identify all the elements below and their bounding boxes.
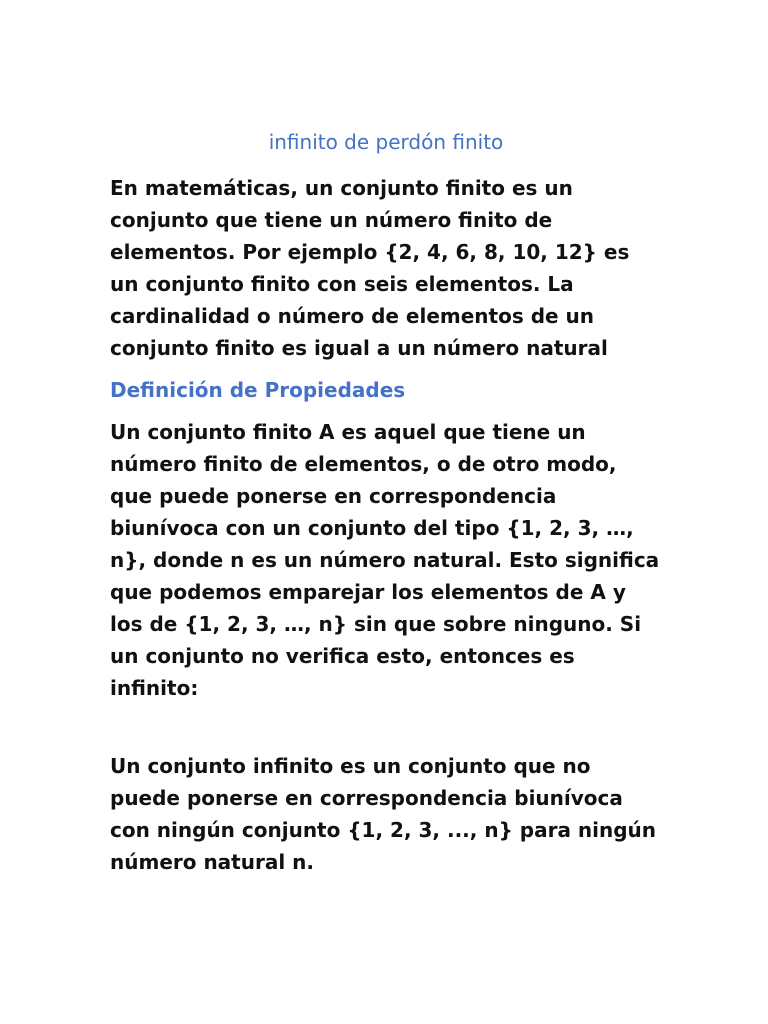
infinite-set-paragraph: Un conjunto infinito es un conjunto que no puede ponerse en correspondencia biunívoca con ningún conjunto {1, 2, 3, ..., n} para ningún número natural n. bbox=[110, 754, 657, 874]
intro-paragraph: En matemáticas, un conjunto finito es un conjunto que tiene un número finito de elementos. Por ejemplo {2, 4, 6, 8, 10, 12} es un conjunto finito con seis elementos. La cardinalidad o número de elementos de un conjunto finito es igual a un número natural bbox=[110, 176, 630, 360]
definition-paragraph: Un conjunto finito A es aquel que tiene un número finito de elementos, o de otro modo, que puede ponerse en correspondencia biunívoca con un conjunto del tipo {1, 2, 3, …, n}, donde n es un número natural. Esto significa que podemos emparejar los elementos de A y los de {1, 2, 3, …, n} sin que sobre ninguno. Si un conjunto no verifica esto, entonces es infinito: bbox=[110, 420, 660, 700]
document-body bbox=[110, 128, 662, 890]
document-title: infinito de perdón finito bbox=[268, 130, 504, 154]
section-heading-definicion: Definición de Propiedades bbox=[110, 378, 406, 402]
